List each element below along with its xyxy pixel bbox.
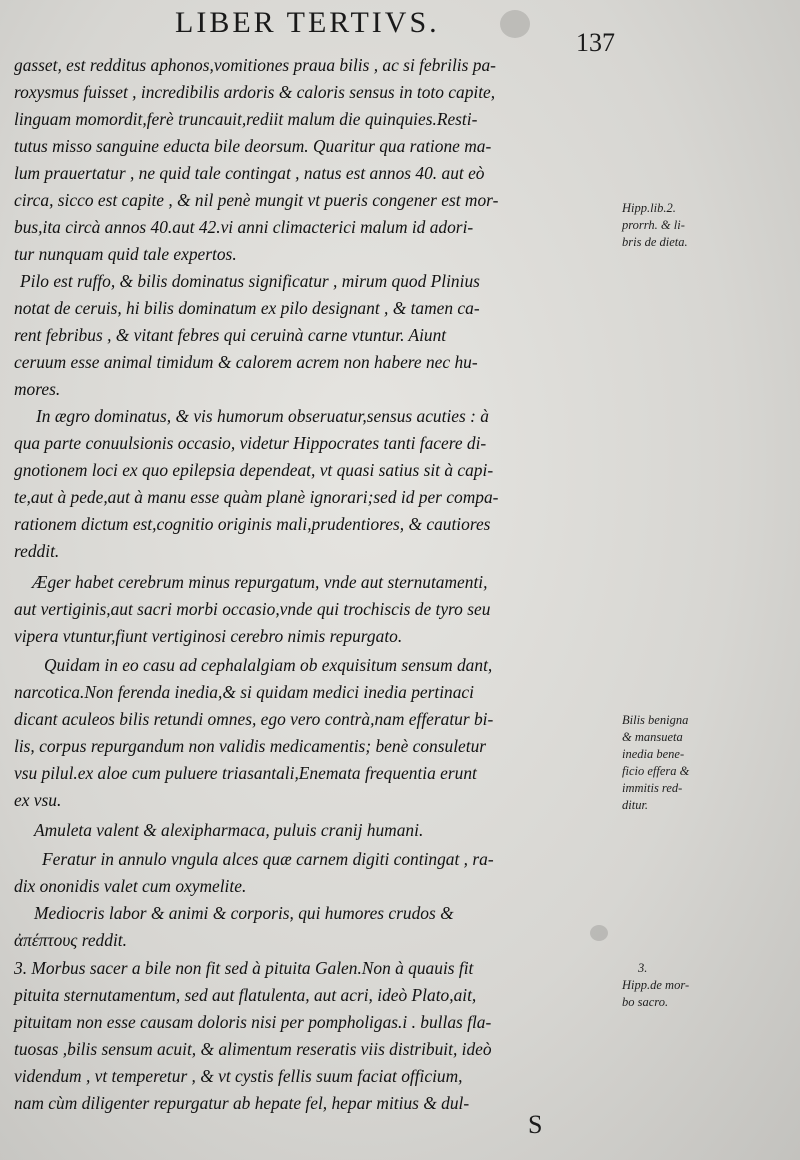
text-line: Feratur in annulo vngula alces quæ carnem digiti contingat , ra- [42, 849, 494, 869]
text-line: Amuleta valent & alexipharmaca, puluis cranij humani. [34, 820, 424, 840]
ink-smudge [500, 10, 530, 38]
marginal-note-line: Hipp.de mor- [622, 978, 690, 992]
marginal-note-line: Bilis benigna [622, 713, 689, 727]
text-line: ex vsu. [14, 790, 62, 810]
text-line: reddit. [14, 541, 60, 561]
text-line: pituita sternutamentum, sed aut flatulenta, aut acri, ideò Plato,ait, [14, 985, 477, 1005]
page-number: 137 [576, 28, 615, 57]
text-line: rationem dictum est,cognitio originis mali,prudentiores, & cautiores [14, 514, 491, 534]
text-line: Mediocris labor & animi & corporis, qui humores crudos & [34, 903, 454, 923]
text-line: lum prauertatur , ne quid tale contingat , natus est annos 40. aut eò [14, 163, 485, 183]
text-line: Æger habet cerebrum minus repurgatum, vnde aut sternutamenti, [32, 572, 488, 592]
marginal-note [622, 960, 797, 1011]
text-line: gasset, est redditus aphonos,vomitiones praua bilis , ac si febrilis pa- [14, 55, 496, 75]
text-line: ceruum esse animal timidum & calorem acrem non habere nec hu- [14, 352, 478, 372]
text-line: tuosas ,bilis sensum acuit, & alimentum reseratis viis distribuit, ideò [14, 1039, 492, 1059]
text-line: vsu pilul.ex aloe cum puluere triasantali,Enemata frequentia erunt [14, 763, 477, 783]
marginal-note-line: immitis red- [622, 781, 683, 795]
text-line: videndum , vt temperetur , & vt cystis fellis suum faciat officium, [14, 1066, 463, 1086]
marginal-note-line: Hipp.lib.2. [622, 201, 676, 215]
text-line: narcotica.Non ferenda inedia,& si quidam medici inedia pertinaci [14, 682, 474, 702]
text-line: Quidam in eo casu ad cephalalgiam ob exquisitum sensum dant, [44, 655, 493, 675]
marginal-note [622, 200, 797, 251]
marginal-note-line: bris de dieta. [622, 235, 688, 249]
text-line: dicant aculeos bilis retundi omnes, ego vero contrà,nam efferatur bi- [14, 709, 494, 729]
text-line: notat de ceruis, hi bilis dominatum ex pilo designant , & tamen ca- [14, 298, 480, 318]
text-line: pituitam non esse causam doloris nisi per pompholigas.i . bullas fla- [14, 1012, 492, 1032]
text-line: circa, sicco est capite , & nil penè mungit vt pueris congener est mor- [14, 190, 499, 210]
text-line: roxysmus fuisset , incredibilis ardoris & caloris sensus in toto capite, [14, 82, 496, 102]
ink-smudge [590, 925, 608, 941]
text-line: te,aut à pede,aut à manu esse quàm planè ignorari;sed id per compa- [14, 487, 499, 507]
marginal-note-line: bo sacro. [622, 995, 669, 1009]
text-line: tutus misso sanguine educta bile deorsum. Quaritur qua ratione ma- [14, 136, 492, 156]
text-line: 3. Morbus sacer a bile non fit sed à pituita Galen.Non à quauis fit [14, 958, 474, 978]
marginal-note-line: 3. [638, 961, 648, 975]
text-line: mores. [14, 379, 61, 399]
text-line: tur nunquam quid tale expertos. [14, 244, 237, 264]
text-line: bus,ita circà annos 40.aut 42.vi anni climacterici malum id adori- [14, 217, 474, 237]
text-line: dix ononidis valet cum oxymelite. [14, 876, 247, 896]
marginal-note-line: & mansueta [622, 730, 683, 744]
text-line: gnotionem loci ex quo epilepsia dependeat, vt quasi satius sit à capi- [14, 460, 494, 480]
text-line: linguam momordit,ferè truncauit,rediit malum die quinquies.Resti- [14, 109, 478, 129]
marginal-note-line: prorrh. & li- [622, 218, 685, 232]
text-line: rent febribus , & vitant febres qui ceruinà carne vtuntur. Aiunt [14, 325, 447, 345]
text-line: lis, corpus repurgandum non validis medicamentis; benè consuletur [14, 736, 487, 756]
text-line: aut vertiginis,aut sacri morbi occasio,vnde qui trochiscis de tyro seu [14, 599, 491, 619]
text-line: ἀπέπτους reddit. [14, 930, 127, 950]
text-line: Pilo est ruffo, & bilis dominatus significatur , mirum quod Plinius [20, 271, 480, 291]
marginal-note-line: inedia bene- [622, 747, 685, 761]
text-line: In ægro dominatus, & vis humorum obseruatur,sensus acuties : à [36, 406, 489, 426]
marginal-note-line: ditur. [622, 798, 649, 812]
marginal-note [622, 712, 797, 814]
text-line: qua parte conuulsionis occasio, videtur Hippocrates tanti facere di- [14, 433, 487, 453]
signature-mark: S [528, 1110, 543, 1139]
marginal-note-line: ficio effera & [622, 764, 690, 778]
running-header: LIBER TERTIVS. [175, 6, 440, 39]
text-line: vipera vtuntur,fiunt vertiginosi cerebro nimis repurgato. [14, 626, 403, 646]
text-line: nam cùm diligenter repurgatur ab hepate fel, hepar mitius & dul- [14, 1093, 470, 1113]
